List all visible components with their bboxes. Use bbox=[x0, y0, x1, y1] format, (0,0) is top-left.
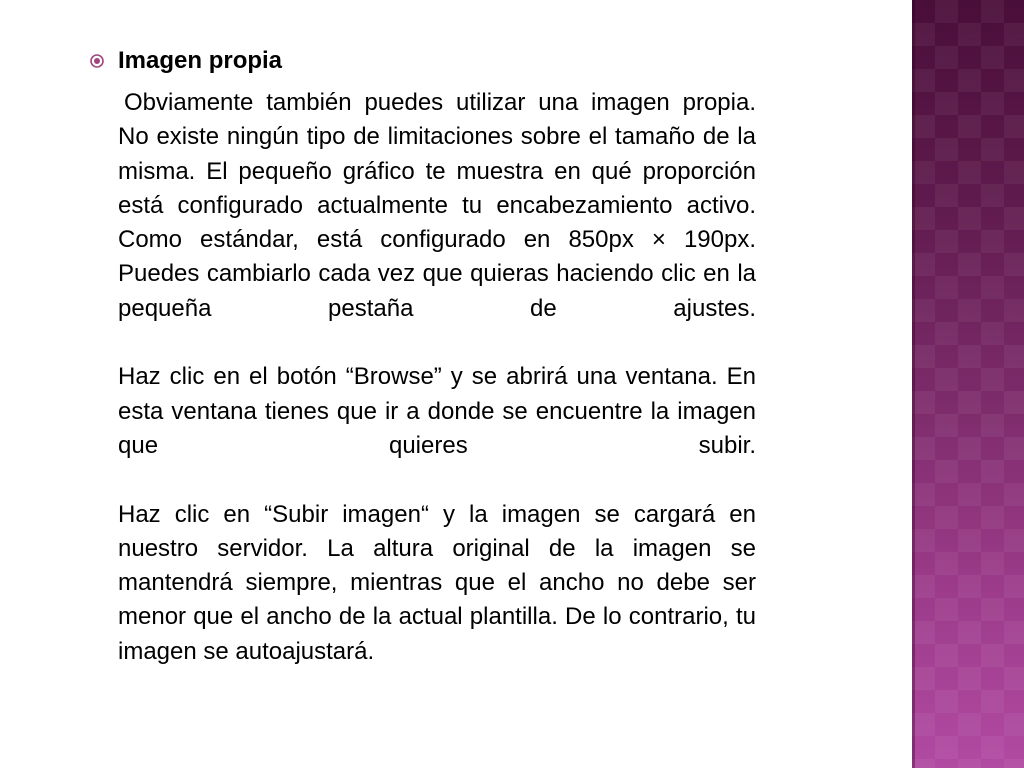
paragraph-3: Haz clic en “Subir imagen“ y la imagen se cargará en nuestro servidor. La altura original de la imagen se mantendrá siempre, mientras que el ancho no debe ser menor que el ancho de la actual plantilla. De lo contrario, tu imagen se autoajustará. bbox=[118, 500, 756, 665]
body-text bbox=[118, 86, 756, 669]
decorative-side-band bbox=[912, 0, 1024, 768]
bullet-title: Imagen propia bbox=[118, 47, 283, 74]
paragraph-1: Obviamente también puedes utilizar una imagen propia. No existe ningún tipo de limitaciones sobre el tamaño de la misma. El pequeño gráfico te muestra en qué proporción está configurado actualmente tu encabezamiento activo. Como estándar, está configurado en 850px × 190px. Puedes cambiarlo cada vez que quieras haciendo clic en la pequeña pestaña de ajustes. bbox=[118, 89, 756, 322]
circle-dot-bullet-icon bbox=[90, 54, 104, 68]
paragraph-gap bbox=[118, 463, 756, 497]
paragraph-gap bbox=[118, 326, 756, 360]
paragraph-2: Haz clic en el botón “Browse” y se abrirá una ventana. En esta ventana tienes que ir a donde se encuentre la imagen que quieres subir. bbox=[118, 363, 756, 459]
